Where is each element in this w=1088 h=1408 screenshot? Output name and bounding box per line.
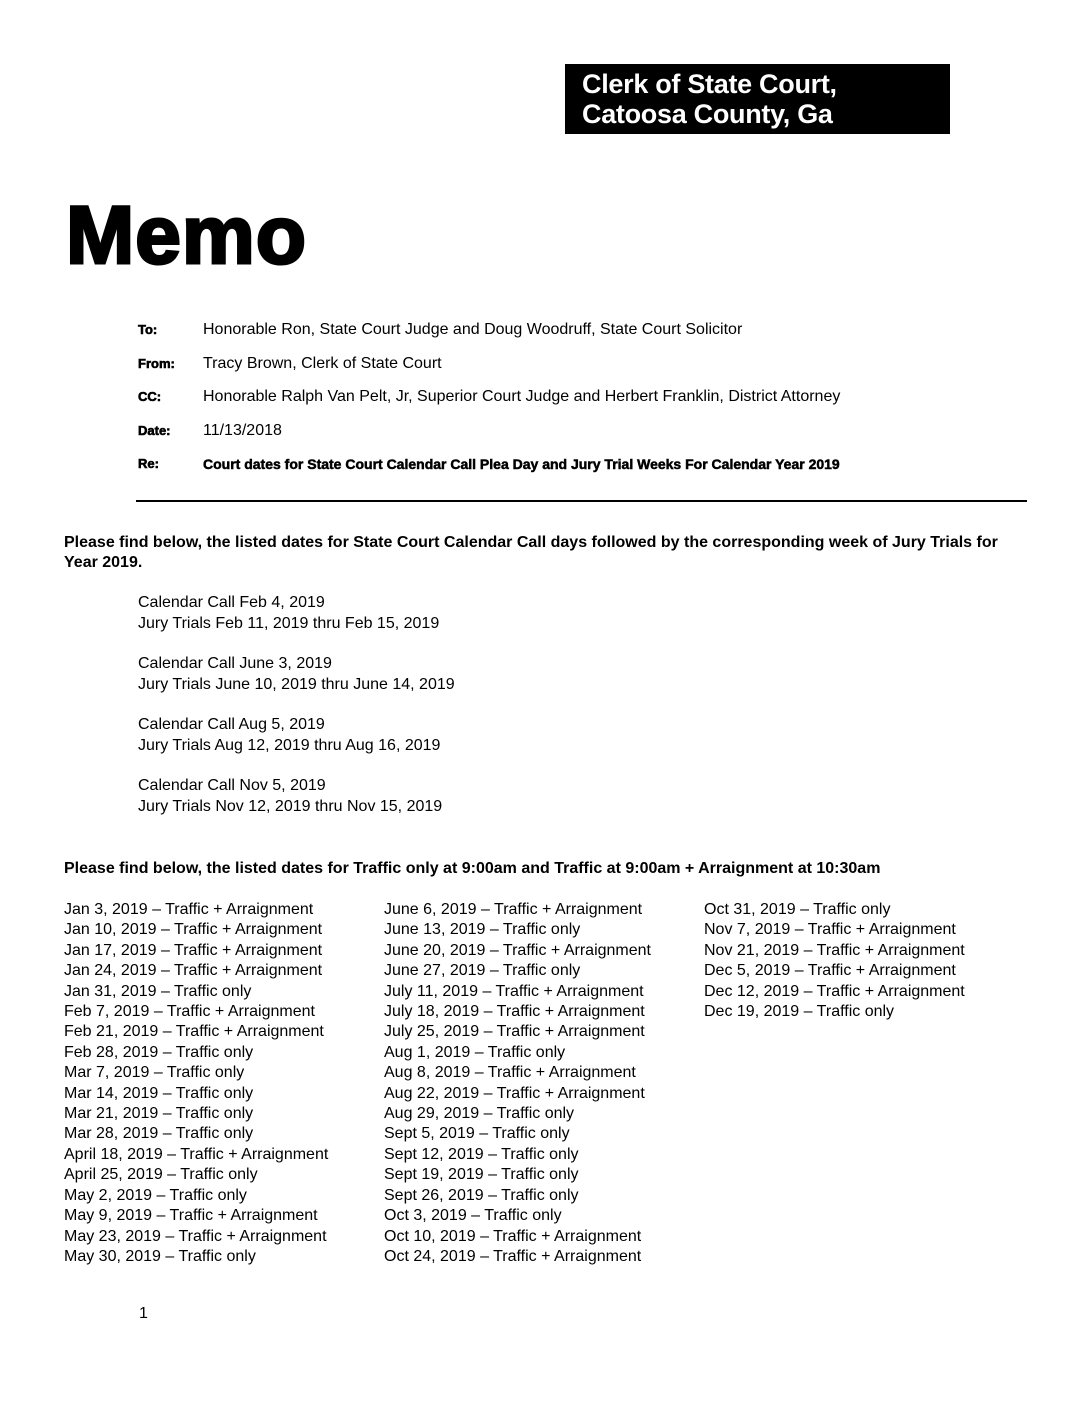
traffic-date-item: June 27, 2019 – Traffic only — [384, 962, 581, 980]
traffic-date-item: Aug 29, 2019 – Traffic only — [384, 1105, 575, 1123]
intro-paragraph: Please find below, the listed dates for State Court Calendar Call days followed by the corresponding week of Jury Trials for Year 2019. — [64, 534, 998, 571]
traffic-date-item: May 30, 2019 – Traffic only — [64, 1247, 256, 1265]
traffic-date-item: Jan 17, 2019 – Traffic + Arraignment — [64, 941, 323, 959]
traffic-date-item: Mar 21, 2019 – Traffic only — [64, 1105, 254, 1123]
jury-trial-dates: Jury Trials Aug 12, 2019 thru Aug 16, 2019 — [138, 737, 441, 754]
traffic-date-item: Oct 10, 2019 – Traffic + Arraignment — [384, 1227, 642, 1245]
traffic-date-item: April 18, 2019 – Traffic + Arraignment — [64, 1145, 329, 1163]
traffic-heading: Please find below, the listed dates for Traffic only at 9:00am and Traffic at 9:00am + Arraignment at 10:30am — [64, 860, 881, 877]
org-name-line1: Clerk of State Court, — [582, 69, 837, 99]
session-block — [138, 653, 455, 695]
traffic-date-item: May 2, 2019 – Traffic only — [64, 1186, 247, 1204]
traffic-date-item: Nov 21, 2019 – Traffic + Arraignment — [704, 941, 965, 959]
traffic-date-item: Oct 24, 2019 – Traffic + Arraignment — [384, 1247, 642, 1265]
header-label: From: — [138, 356, 175, 371]
header-divider — [136, 500, 1027, 502]
traffic-date-item: Oct 3, 2019 – Traffic only — [384, 1207, 562, 1225]
header-value: Honorable Ralph Van Pelt, Jr, Superior Court Judge and Herbert Franklin, District Attorney — [203, 388, 841, 405]
traffic-date-item: Aug 8, 2019 – Traffic + Arraignment — [384, 1064, 636, 1082]
jury-trial-dates: Jury Trials Nov 12, 2019 thru Nov 15, 2019 — [138, 798, 443, 815]
traffic-date-item: Dec 19, 2019 – Traffic only — [704, 1003, 895, 1021]
traffic-date-item: Sept 12, 2019 – Traffic only — [384, 1145, 579, 1163]
traffic-date-item: Mar 28, 2019 – Traffic only — [64, 1125, 254, 1143]
traffic-date-item: Mar 14, 2019 – Traffic only — [64, 1084, 254, 1102]
header-value: 11/13/2018 — [203, 422, 282, 439]
header-label: Date: — [138, 423, 171, 438]
traffic-date-item: July 25, 2019 – Traffic + Arraignment — [384, 1023, 645, 1041]
traffic-date-item: Sept 5, 2019 – Traffic only — [384, 1125, 570, 1143]
calendar-call-list — [138, 592, 455, 836]
traffic-date-item: Jan 10, 2019 – Traffic + Arraignment — [64, 921, 323, 939]
header-value: Tracy Brown, Clerk of State Court — [203, 355, 442, 372]
traffic-column-2 — [384, 900, 651, 1267]
traffic-column-1 — [64, 900, 328, 1267]
header-label: Re: — [138, 456, 159, 471]
traffic-date-item: Mar 7, 2019 – Traffic only — [64, 1064, 245, 1082]
traffic-date-item: May 9, 2019 – Traffic + Arraignment — [64, 1207, 318, 1225]
jury-trial-dates: Jury Trials Feb 11, 2019 thru Feb 15, 2019 — [138, 615, 440, 632]
traffic-date-item: Aug 22, 2019 – Traffic + Arraignment — [384, 1084, 645, 1102]
session-block — [138, 714, 455, 756]
header-value-subject: Court dates for State Court Calendar Call Plea Day and Jury Trial Weeks For Calendar Year 2019 — [203, 456, 840, 472]
traffic-date-item: Aug 1, 2019 – Traffic only — [384, 1043, 566, 1061]
page-number: 1 — [139, 1305, 148, 1322]
traffic-date-item: June 13, 2019 – Traffic only — [384, 921, 581, 939]
header-label: To: — [138, 322, 158, 337]
calendar-call-date: Calendar Call Aug 5, 2019 — [138, 716, 325, 733]
traffic-column-3 — [704, 900, 965, 1022]
traffic-date-item: Feb 28, 2019 – Traffic only — [64, 1043, 254, 1061]
traffic-date-item: Sept 26, 2019 – Traffic only — [384, 1186, 579, 1204]
traffic-date-item: April 25, 2019 – Traffic only — [64, 1166, 258, 1184]
traffic-date-item: July 11, 2019 – Traffic + Arraignment — [384, 982, 644, 1000]
memo-title: Memo — [66, 190, 307, 281]
org-name-line2: Catoosa County, Ga — [582, 99, 833, 129]
traffic-date-item: May 23, 2019 – Traffic + Arraignment — [64, 1227, 327, 1245]
traffic-date-item: Jan 31, 2019 – Traffic only — [64, 982, 252, 1000]
traffic-date-item: Dec 12, 2019 – Traffic + Arraignment — [704, 982, 965, 1000]
traffic-date-item: June 20, 2019 – Traffic + Arraignment — [384, 941, 651, 959]
calendar-call-date: Calendar Call June 3, 2019 — [138, 655, 332, 672]
org-header-box — [565, 64, 950, 134]
traffic-date-item: July 18, 2019 – Traffic + Arraignment — [384, 1003, 645, 1021]
traffic-date-item: Sept 19, 2019 – Traffic only — [384, 1166, 579, 1184]
jury-trial-dates: Jury Trials June 10, 2019 thru June 14, 2019 — [138, 676, 455, 693]
session-block — [138, 592, 455, 634]
traffic-date-item: Dec 5, 2019 – Traffic + Arraignment — [704, 962, 956, 980]
traffic-date-item: Jan 24, 2019 – Traffic + Arraignment — [64, 962, 323, 980]
session-block — [138, 775, 455, 817]
traffic-date-item: Jan 3, 2019 – Traffic + Arraignment — [64, 901, 314, 918]
traffic-date-item: Feb 21, 2019 – Traffic + Arraignment — [64, 1023, 324, 1041]
calendar-call-date: Calendar Call Nov 5, 2019 — [138, 777, 326, 794]
traffic-date-item: Oct 31, 2019 – Traffic only — [704, 901, 891, 918]
header-label: CC: — [138, 389, 162, 404]
traffic-date-item: Feb 7, 2019 – Traffic + Arraignment — [64, 1003, 315, 1021]
traffic-date-item: Nov 7, 2019 – Traffic + Arraignment — [704, 921, 956, 939]
traffic-date-item: June 6, 2019 – Traffic + Arraignment — [384, 901, 643, 918]
calendar-call-date: Calendar Call Feb 4, 2019 — [138, 594, 325, 611]
header-value: Honorable Ron, State Court Judge and Doug Woodruff, State Court Solicitor — [203, 321, 743, 338]
